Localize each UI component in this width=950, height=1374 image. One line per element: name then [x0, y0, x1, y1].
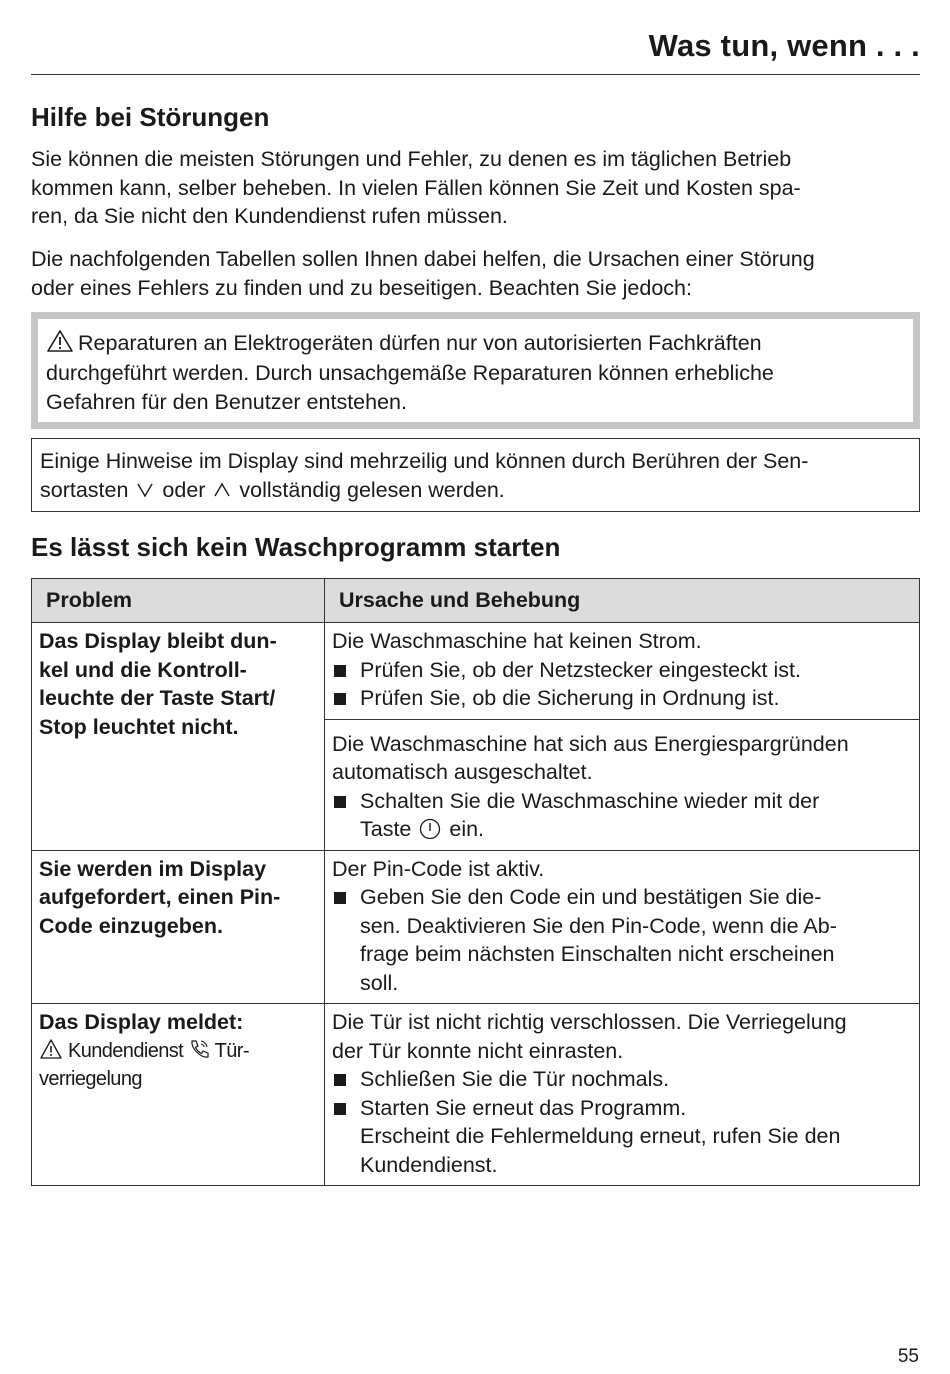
list-item: Starten Sie erneut das Programm. Erscheint die Fehlermeldung erneut, rufen Sie den Kundendienst. — [332, 1094, 912, 1180]
note-line-1: Einige Hinweise im Display sind mehrzeilig und können durch Berühren der Sen- — [40, 449, 809, 473]
chevron-up-icon — [213, 482, 231, 498]
title-divider — [31, 74, 920, 75]
warning-box — [31, 312, 920, 429]
table-header-row — [32, 579, 920, 623]
problem-cell: Das Display meldet: Kundendienst Tür- verriegelung — [32, 1004, 325, 1186]
list-item: Prüfen Sie, ob die Sicherung in Ordnung ist. — [332, 684, 912, 713]
intro-paragraph-2 — [31, 245, 920, 302]
warning-text: Reparaturen an Elektrogeräten dürfen nur von autorisierten Fachkräften — [78, 331, 762, 355]
cause-cell: Die Waschmaschine hat sich aus Energiespargründen automatisch ausgeschaltet. Schalten Sie die Waschmaschine wieder mit der Taste ein. — [325, 719, 920, 850]
problem-cell: Das Display bleibt dun- kel und die Kontroll- leuchte der Taste Start/ Stop leuchtet nicht. — [32, 623, 325, 851]
list-item: Schalten Sie die Waschmaschine wieder mit der Taste ein. — [332, 787, 912, 844]
list-item: Schließen Sie die Tür nochmals. — [332, 1065, 912, 1094]
bullet-square-icon — [334, 1103, 346, 1115]
problem-cell: Sie werden im Display aufgefordert, einen Pin- Code einzugeben. — [32, 850, 325, 1004]
section-heading-help: Hilfe bei Störungen — [31, 102, 270, 132]
warning-line-1 — [46, 329, 905, 359]
cause-cell: Die Tür ist nicht richtig verschlossen. Die Verriegelung der Tür konnte nicht einrasten. Schließen Sie die Tür nochmals. Starten Sie erneut das Programm. Erscheint die Fehlermeldung erneut, rufen Sie den Kundendienst. — [325, 1004, 920, 1186]
bullet-square-icon — [334, 665, 346, 677]
bullet-square-icon — [334, 1074, 346, 1086]
warning-triangle-icon — [39, 1038, 63, 1060]
note-line-2: sortasten oder vollständig gelesen werden. — [40, 477, 505, 502]
text-line: kommen kann, selber beheben. In vielen Fällen können Sie Zeit und Kosten spa- — [31, 175, 801, 200]
bullet-square-icon — [334, 796, 346, 808]
table-row — [32, 623, 920, 720]
bullet-square-icon — [334, 693, 346, 705]
troubleshooting-table — [31, 578, 920, 1186]
intro-paragraph-1 — [31, 145, 920, 231]
power-icon — [419, 818, 441, 840]
warning-line-3: Gefahren für den Benutzer entstehen. — [46, 390, 407, 414]
table-row — [32, 1004, 920, 1186]
cause-cell: Die Waschmaschine hat keinen Strom. Prüfen Sie, ob der Netzstecker eingesteckt ist. Prüfen Sie, ob die Sicherung in Ordnung ist. — [325, 623, 920, 720]
column-header-problem: Problem — [32, 579, 325, 623]
chapter-title: Was tun, wenn . . . — [648, 28, 920, 63]
warning-line-2: durchgeführt werden. Durch unsachgemäße Reparaturen können erhebliche — [46, 360, 774, 385]
section-heading-no-start: Es lässt sich kein Waschprogramm starten — [31, 532, 561, 562]
warning-triangle-icon — [46, 329, 74, 353]
list-item: Geben Sie den Code ein und bestätigen Sie die- sen. Deaktivieren Sie den Pin-Code, wenn die Ab- frage beim nächsten Einschalten nicht erscheinen soll. — [332, 883, 912, 997]
chevron-down-icon — [136, 482, 154, 498]
text-line: oder eines Fehlers zu finden und zu beseitigen. Beachten Sie jedoch: — [31, 275, 692, 300]
bullet-square-icon — [334, 892, 346, 904]
column-header-cause: Ursache und Behebung — [325, 579, 920, 623]
cause-cell: Der Pin-Code ist aktiv. Geben Sie den Code ein und bestätigen Sie die- sen. Deaktivieren Sie den Pin-Code, wenn die Ab- frage beim nächsten Einschalten nicht erscheinen soll. — [325, 850, 920, 1004]
text-line: ren, da Sie nicht den Kundendienst rufen müssen. — [31, 204, 508, 228]
table-row — [32, 850, 920, 1004]
text-line: Die nachfolgenden Tabellen sollen Ihnen dabei helfen, die Ursachen einer Störung — [31, 247, 815, 271]
text-line: Sie können die meisten Störungen und Fehler, zu denen es im täglichen Betrieb — [31, 147, 792, 171]
list-item: Prüfen Sie, ob der Netzstecker eingesteckt ist. — [332, 656, 912, 685]
page-number: 55 — [897, 1346, 919, 1367]
phone-icon — [188, 1038, 210, 1060]
warning-content — [38, 319, 913, 422]
note-box — [31, 438, 920, 512]
display-message: Kundendienst Tür- verriegelung — [39, 1039, 249, 1090]
